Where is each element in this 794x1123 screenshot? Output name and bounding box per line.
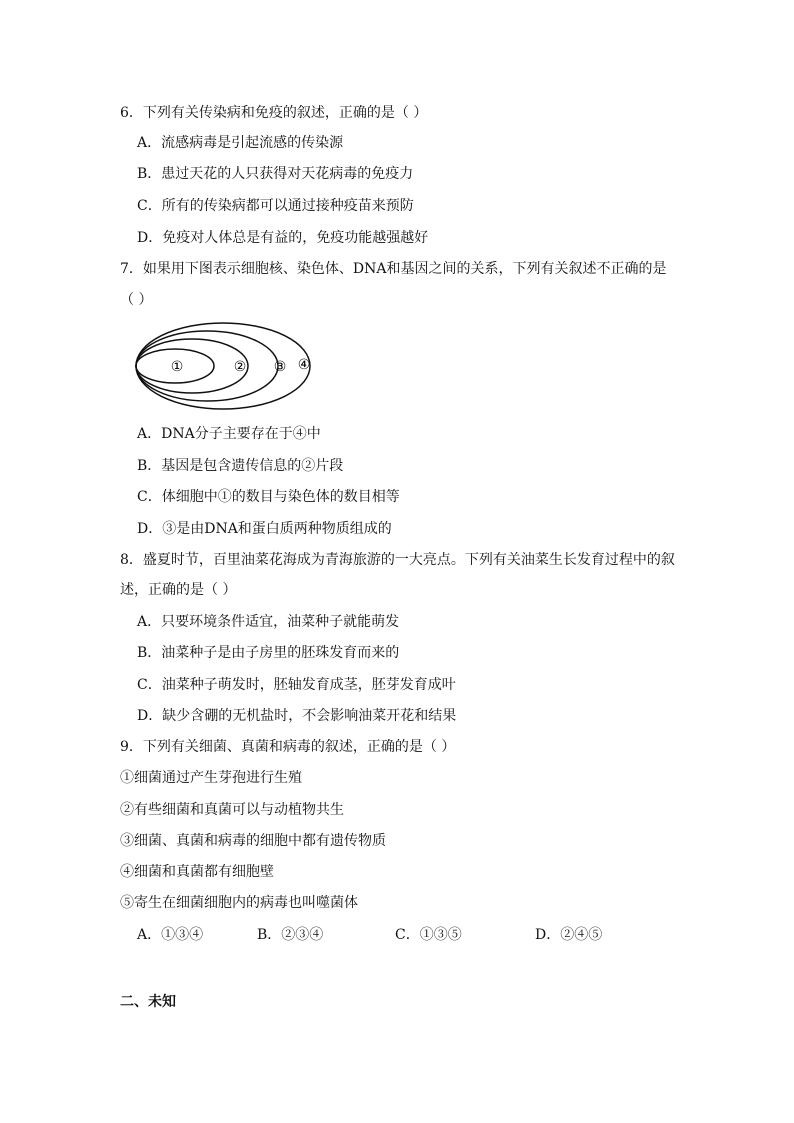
q6-option-b: B．患过天花的人只获得对天花病毒的免疫力	[137, 166, 414, 182]
q6-option-a: A．流感病毒是引起流感的传染源	[137, 135, 344, 151]
q6-option-c: C．所有的传染病都可以通过接种疫苗来预防	[137, 198, 414, 214]
q6-option-d: D．免疫对人体总是有益的，免疫功能越强越好	[137, 230, 429, 246]
q7-option-b: B．基因是包含遗传信息的②片段	[137, 458, 344, 474]
q9-choice-b: B．②③④	[257, 927, 324, 943]
q6-stem: 6．下列有关传染病和免疫的叙述，正确的是（ ）	[120, 105, 428, 121]
q9-choice-d: D．②④⑤	[535, 927, 603, 943]
q9-item-5: ⑤寄生在细菌细胞内的病毒也叫噬菌体	[120, 895, 358, 911]
q9-item-3: ③细菌、真菌和病毒的细胞中都有遗传物质	[120, 833, 386, 849]
diagram-label-1: ①	[170, 359, 184, 375]
q9-item-2: ②有些细菌和真菌可以与动植物共生	[120, 802, 344, 818]
diagram-label-2: ②	[233, 359, 247, 375]
q7-option-d: D．③是由DNA和蛋白质两种物质组成的	[137, 521, 392, 537]
q9-item-4: ④细菌和真菌都有细胞壁	[120, 864, 274, 880]
q7-option-a: A．DNA分子主要存在于④中	[137, 426, 321, 442]
ellipse-2	[136, 339, 248, 393]
diagram-label-4: ④	[297, 357, 311, 373]
q8-option-c: C．油菜种子萌发时，胚轴发育成茎，胚芽发育成叶	[137, 677, 456, 693]
q8-option-b: B．油菜种子是由子房里的胚珠发育而来的	[137, 645, 400, 661]
q9-choice-c: C．①③⑤	[395, 927, 462, 943]
q7-stem-line1: 7．如果用下图表示细胞核、染色体、DNA和基因之间的关系，下列有关叙述不正确的是	[120, 261, 667, 277]
q9-item-1: ①细菌通过产生芽孢进行生殖	[120, 770, 302, 786]
section-title: 二、未知	[120, 994, 176, 1010]
q8-option-d: D．缺少含硼的无机盐时，不会影响油菜开花和结果	[137, 708, 457, 724]
q9-choice-a: A．①③④	[137, 927, 204, 943]
q8-stem-line1: 8．盛夏时节，百里油菜花海成为青海旅游的一大亮点。下列有关油菜生长发育过程中的叙	[120, 552, 675, 568]
q7-option-c: C．体细胞中①的数目与染色体的数目相等	[137, 489, 400, 505]
diagram-label-3: ③	[273, 359, 287, 375]
ellipse-3	[136, 331, 278, 401]
q9-stem: 9．下列有关细菌、真菌和病毒的叙述，正确的是（ ）	[120, 739, 456, 755]
q8-option-a: A．只要环境条件适宜，油菜种子就能萌发	[137, 614, 400, 630]
q8-stem-line2: 述，正确的是（ ）	[120, 582, 237, 598]
nested-ellipse-diagram	[128, 316, 328, 416]
q7-stem-line2: （ ）	[120, 292, 153, 308]
